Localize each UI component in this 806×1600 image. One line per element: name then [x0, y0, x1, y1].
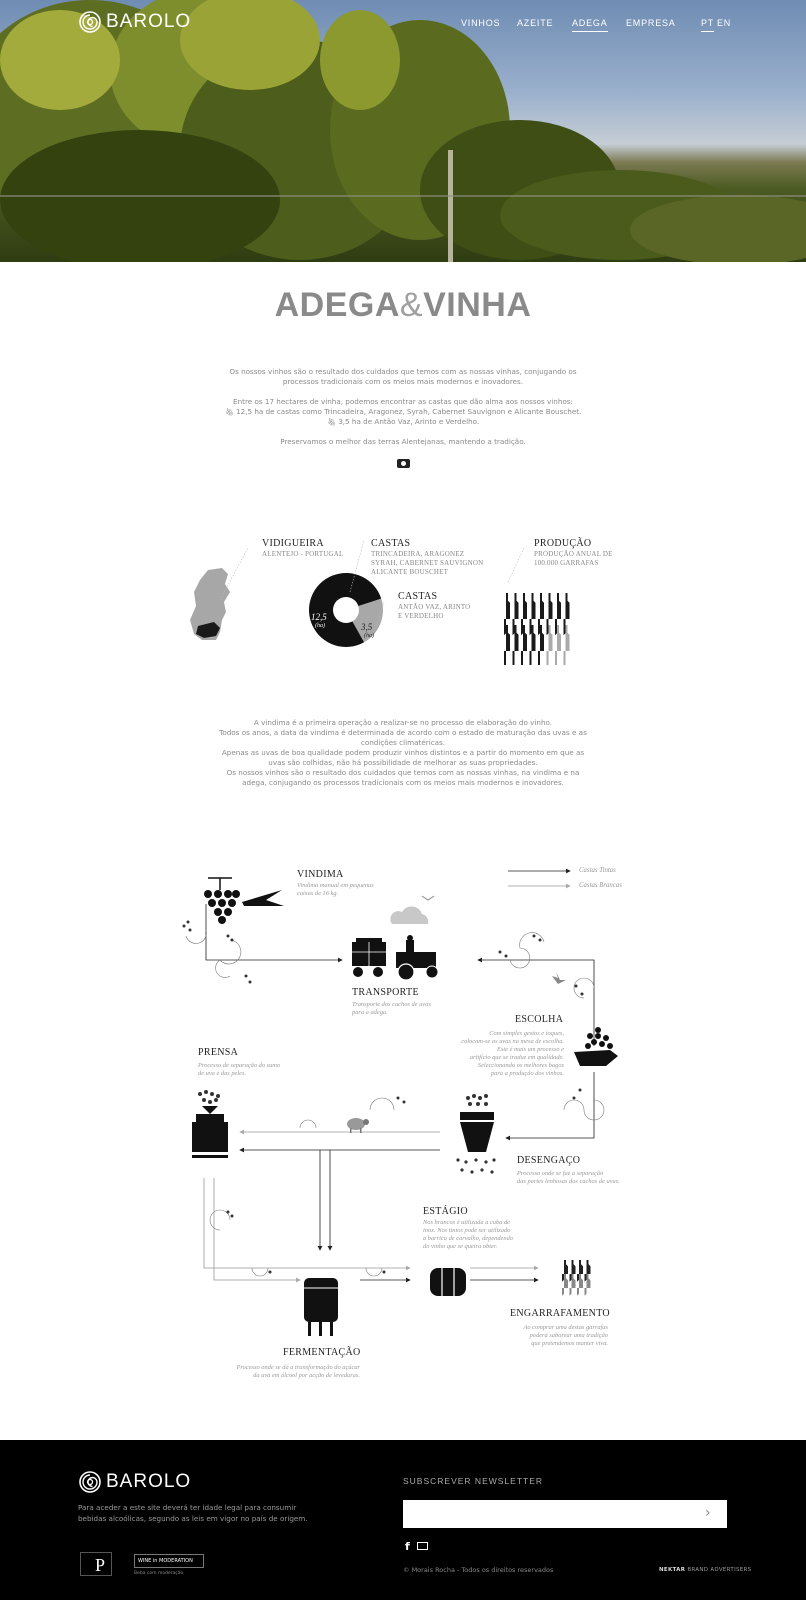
title-adega: ADEGA: [274, 286, 400, 324]
step-prensa-desc: Processo de separação do sumo de uva e das peles.: [198, 1062, 281, 1077]
step-engarrafamento-desc: Ao comprar uma destas garrafas poderá saborear uma tradição que pretendemos manter viva.: [523, 1324, 608, 1347]
main-nav: [0, 18, 806, 38]
bottling-icon: [562, 1260, 591, 1296]
stat-castas-tintas-title: CASTAS: [371, 538, 411, 549]
copyright: © Morais Rocha - Todos os direitos reservados: [403, 1566, 554, 1574]
step-vindima-title: VINDIMA: [297, 869, 344, 880]
step-transporte-desc: Transporte dos cachos de uvas para a adega.: [352, 1001, 431, 1016]
press-icon: [192, 1090, 228, 1158]
brand-name: BAROLO: [106, 11, 192, 32]
pie-unit-tintas: (ha): [315, 623, 325, 629]
step-transporte-title: TRANSPORTE: [352, 987, 419, 998]
facebook-icon[interactable]: f: [405, 1540, 410, 1553]
vindima-line: condições climatéricas.: [360, 738, 446, 747]
wine-moderation-badge[interactable]: [134, 1554, 204, 1568]
newsletter-title: SUBSCREVER NEWSLETTER: [403, 1476, 544, 1486]
vindima-line: A vindima é a primeira operação a realizar-se no processo de elaboração do vinho.: [253, 718, 553, 727]
destemmer-icon: [456, 1094, 495, 1174]
legend-tintos: Castas Tintas: [579, 867, 616, 874]
vindima-line: Apenas as uvas de boa qualidade podem produzir vinhos distintos e a partir do momento em que as: [221, 748, 585, 757]
step-escolha-desc: Com simples gestos e toques, colocam-se as uvas na mesa de escolha. Este é mais um processo e artifício que se traduz em qualidade. Seleccionando os melhores bagos para a produção dos vinhos.: [461, 1030, 564, 1077]
step-desengaco-desc: Processo onde se faz a separação das partes lenhosas dos cachos de uvas.: [517, 1170, 620, 1185]
intro-line: Os nossos vinhos são o resultado dos cuidados que temos com as nossas vinhas, conjugando os: [229, 367, 577, 376]
bottles-chart: [504, 593, 570, 665]
vindima-line: Todos os anos, a data da vindima é determinada de acordo com o estado de maturação das uvas e as: [219, 728, 587, 737]
camera-icon[interactable]: [397, 459, 410, 468]
vindima-line: adega, conjugando os processos tradicionais com os meios mais modernos e inovadores.: [242, 778, 564, 787]
vindima-line: uvas são colhidas, não há possibilidade de melhorar as suas propriedades.: [268, 758, 538, 767]
intro-line: Entre os 17 hectares de vinha, podemos encontrar as castas que dão alma aos nossos vinhos:: [233, 397, 573, 406]
stat-vidigueira-title: VIDIGUEIRA: [262, 538, 324, 549]
newsletter-submit-arrow-icon[interactable]: ›: [705, 1505, 711, 1521]
newsletter-email-input[interactable]: [403, 1500, 727, 1528]
pie-unit-brancas: (ha): [364, 633, 374, 639]
footer-brand-name: BAROLO: [106, 1471, 192, 1492]
nav-adega[interactable]: ADEGA: [572, 18, 608, 32]
intro-text: [0, 367, 806, 447]
pie-hole: [333, 597, 359, 623]
bird-icon: [552, 972, 566, 984]
step-escolha-title: ESCOLHA: [515, 1014, 564, 1025]
hand-grapes-icon: [574, 1027, 618, 1066]
legend-brancos: Castas Brancas: [579, 882, 622, 889]
intro-line: Preservamos o melhor das terras Alentejanas, mantendo a tradição.: [280, 437, 526, 446]
step-desengaco-title: DESENGAÇO: [517, 1155, 581, 1166]
grape-icon: 🍇︎: [224, 407, 237, 416]
step-vindima-desc: Vindima manual em pequenas caixas de 16 kg.: [297, 882, 374, 897]
vineyard-photo: [0, 0, 806, 262]
wine-moderation-label: WINE in MODERATION: [138, 1558, 193, 1564]
page-title: [0, 286, 806, 325]
step-prensa-title: PRENSA: [198, 1047, 239, 1058]
vindima-line: Os nossos vinhos são o resultado dos cuidados que temos com as nossas vinhas, na vindima e na: [226, 768, 580, 777]
sheep-icon: [347, 1118, 369, 1133]
pie-label-brancas: 3,5: [361, 622, 373, 632]
stat-castas-tintas-sub: TRINCADEIRA, ARAGONEZ SYRAH, CABERNET SAUVIGNON ALICANTE BOUSCHET: [371, 550, 484, 576]
step-estagio-title: ESTÁGIO: [423, 1206, 468, 1217]
email-icon[interactable]: [417, 1542, 428, 1550]
step-fermentacao-desc: Processo onde se dá a transformação do açúcar da uva em álcool por acção de leveduras.: [236, 1364, 360, 1379]
stat-producao-title: PRODUÇÃO: [534, 538, 592, 549]
grapes-icon: [204, 878, 240, 924]
grape-icon: 🍇︎: [326, 417, 339, 426]
stat-castas-brancas-sub: ANTÃO VAZ, ARINTO E VERDELHO: [398, 603, 471, 620]
wine-moderation-sub: Beba com moderação: [134, 1571, 184, 1576]
tractor-icon: [352, 935, 438, 980]
scissors-icon: [242, 890, 284, 906]
barrel-icon: [430, 1268, 466, 1296]
step-engarrafamento-title: ENGARRAFAMENTO: [510, 1308, 610, 1319]
producer-logo: P: [80, 1552, 112, 1576]
stat-castas-brancas-title: CASTAS: [398, 591, 438, 602]
footer: [0, 1440, 806, 1600]
stat-producao-sub: PRODUÇÃO ANUAL DE 100.000 GARRAFAS: [534, 550, 613, 567]
legal-notice: Para aceder a este site deverá ter idade legal para consumir bebidas alcoólicas, segundo as leis em vigor no país de origem.: [78, 1503, 308, 1523]
tank-icon: [304, 1278, 338, 1336]
intro-line: 🍇︎ 3,5 ha de Antão Vaz, Arinto e Verdelho.: [326, 417, 480, 426]
nav-azeite[interactable]: AZEITE: [517, 18, 554, 28]
step-estagio-desc: Nos brancos é utilizada a cuba de inox. Nos tintos pode ser utilizado a barrica de carvalho, dependendo do vinho que se queira obter.: [423, 1219, 513, 1250]
intro-line: processos tradicionais com os meios mais modernos e inovadores.: [282, 377, 524, 386]
lang-pt[interactable]: PT: [701, 18, 714, 32]
lang-en[interactable]: EN: [717, 18, 732, 28]
title-vinha: VINHA: [423, 286, 532, 324]
nav-empresa[interactable]: EMPRESA: [626, 18, 676, 28]
wine-process-diagram: [170, 860, 640, 1380]
barolo-swirl-icon: [78, 1470, 102, 1494]
footer-logo[interactable]: [78, 1470, 191, 1494]
pie-label-tintas: 12,5: [311, 612, 327, 622]
nav-vinhos[interactable]: VINHOS: [461, 18, 501, 28]
title-amp: &: [399, 286, 424, 324]
hero-banner: [0, 0, 806, 262]
intro-line: 🍇︎ 12,5 ha de castas como Trincadeira, Aragonez, Syrah, Cabernet Sauvignon e Alicante Bouschet.: [224, 407, 582, 416]
cloud-icon: [390, 906, 428, 924]
agency-credit[interactable]: NEKTAR BRAND ADVERTISERS: [659, 1567, 752, 1573]
vindima-text: [0, 718, 806, 788]
stat-vidigueira-sub: ALENTEJO - PORTUGAL: [262, 550, 344, 558]
step-fermentacao-title: FERMENTAÇÃO: [283, 1347, 361, 1358]
